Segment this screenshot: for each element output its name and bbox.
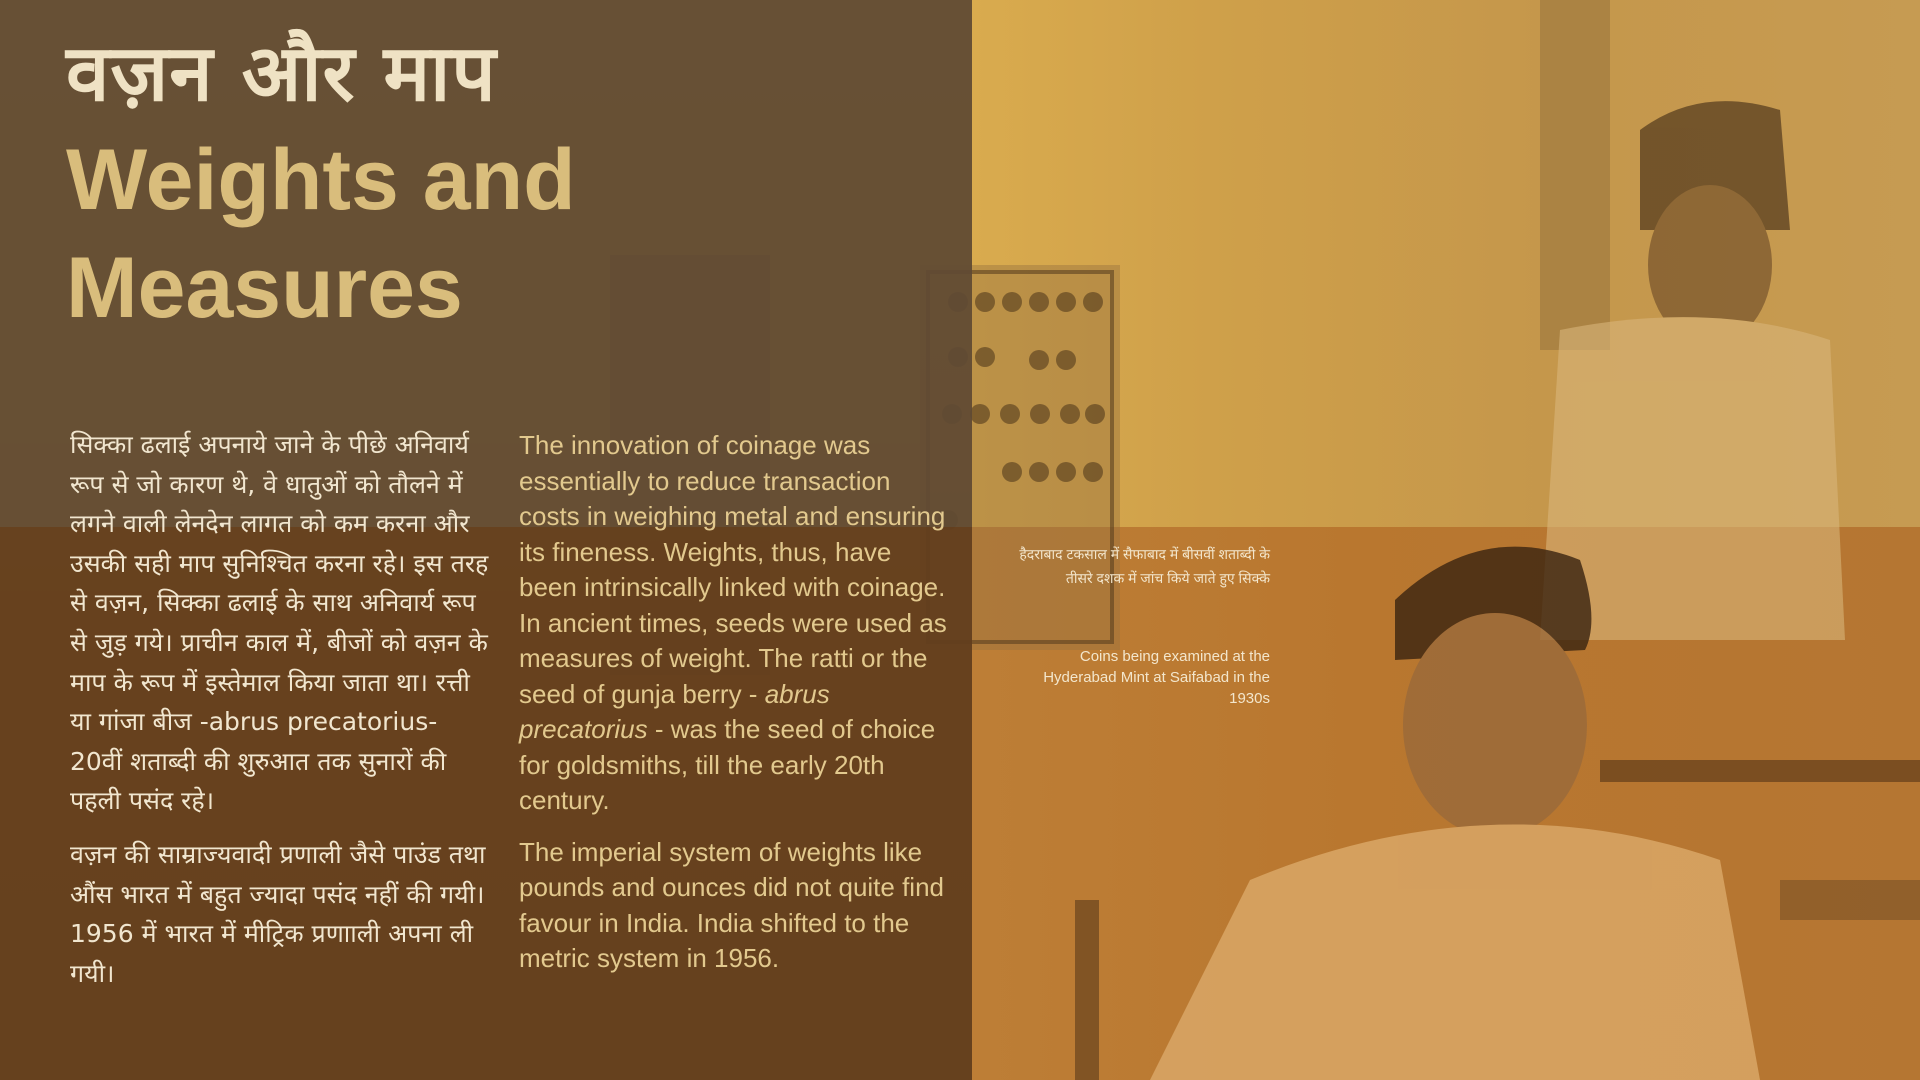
page-title-hindi: वज़न और माप	[66, 29, 497, 119]
species-name-italic: abrus precatorius	[519, 678, 830, 744]
english-paragraph-1-end: - was the seed of choice for goldsmiths, till the early 20th century.	[519, 714, 936, 815]
title-line-2: Measures	[66, 240, 463, 336]
hindi-paragraph-1: सिक्का ढलाई अपनाये जाने के पीछे अनिवार्य रूप से जो कारण थे, वे धातुओं को तौलने में लगने वाली लेनदेन लागत को कम करना और उसकी सही माप सुनिश्चित करना रहे। इस तरह से वज़न, सिक्का ढलाई के साथ अनिवार्य रूप से जुड़ गये। प्राचीन काल में, बीजों को वज़न के माप के रूप में इस्तेमाल किया जाता था। रत्ती या गांजा बीज -abrus precatorius- 20वीं शताब्दी की शुरुआत तक सुनारों की पहली पसंद रहे।	[70, 430, 489, 816]
hindi-body-column	[70, 425, 490, 1007]
pillar-shape	[1540, 0, 1610, 350]
page-title-english	[66, 126, 766, 342]
photo-caption-english: Coins being examined at the Hyderabad Mint at Saifabad in the 1930s	[1043, 648, 1270, 707]
english-paragraph-2: The imperial system of weights like pounds and ounces did not quite find favour in India. India shifted to the metric system in 1956.	[519, 836, 945, 973]
hindi-paragraph-2: वज़न की साम्राज्यवादी प्रणाली जैसे पाउंड तथा औंस भारत में बहुत ज्यादा पसंद नहीं की गयी। 1956 में भारत में मीट्रिक प्रणााली अपना ली गयी।	[70, 839, 486, 988]
title-line-1: Weights and	[66, 132, 576, 228]
english-paragraph-1	[519, 428, 949, 819]
english-body-column	[519, 428, 949, 993]
english-paragraph-1-start: The innovation of coinage was essentially to reduce transaction costs in weighing metal and ensuring its fineness. Weights, thus, have been intrinsically linked with coinage. In ancient times, seeds were used as measures of weight. The ratti or the seed of gunja berry -	[519, 430, 947, 709]
photo-caption-hindi: हैदराबाद टकसाल में सैफाबाद में बीसवीं शताब्दी के तीसरे दशक में जांच किये जाते हुए सिक्के	[1019, 546, 1270, 586]
